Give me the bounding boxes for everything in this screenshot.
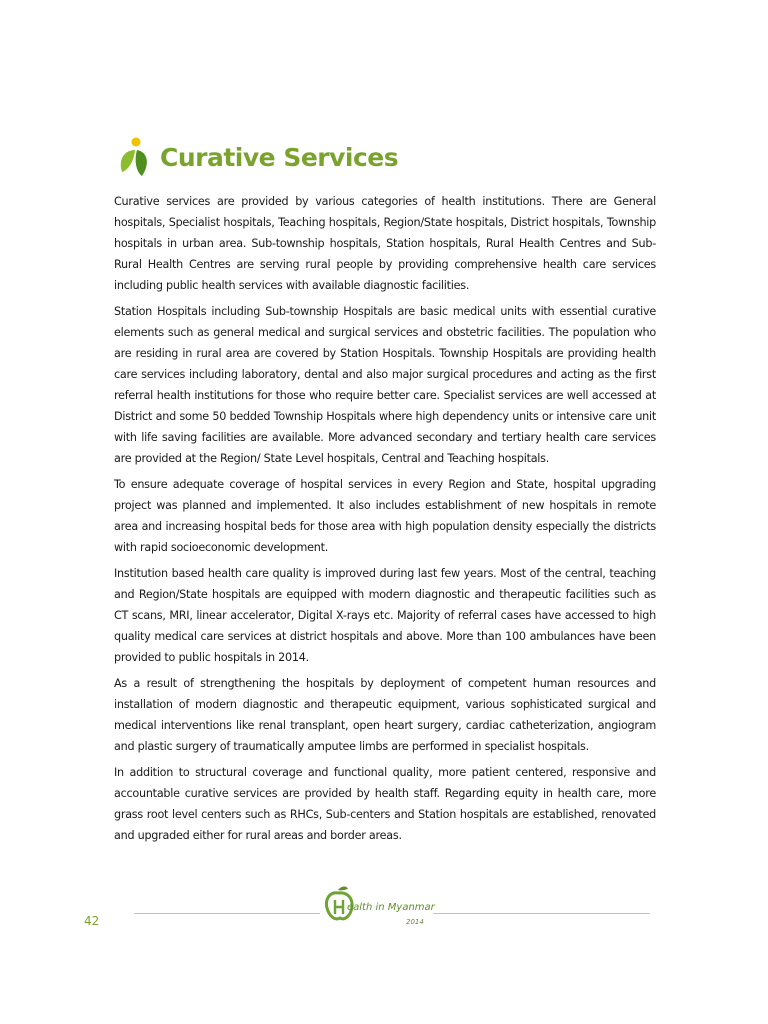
page-title: Curative Services [160, 143, 399, 172]
leaf-person-icon [116, 136, 152, 180]
page-number: 42 [84, 914, 100, 928]
section-heading [116, 136, 398, 180]
paragraph: To ensure adequate coverage of hospital services in every Region and State, hospital upgrading project was planned and implemented. It also includes establishment of new hospitals in remote area and increasing hospital beds for those area with high population density especially the districts with rapid socioeconomic development. [114, 478, 656, 554]
footer-divider-right [433, 913, 650, 914]
page-footer [0, 878, 768, 938]
footer-logo [320, 880, 434, 936]
paragraph: As a result of strengthening the hospitals by deployment of competent human resources and installation of modern diagnostic and therapeutic equipment, various sophisticated surgical and medical interventions like renal transplant, open heart surgery, cardiac catheterization, angiogram and plastic surgery of traumatically amputee limbs are performed in specialist hospitals. [114, 677, 656, 753]
footer-divider-left [134, 913, 320, 914]
paragraph: In addition to structural coverage and functional quality, more patient centered, responsive and accountable curative services are provided by health staff. Regarding equity in health care, more grass root level centers such as RHCs, Sub-centers and Station hospitals are established, renovated and upgraded either for rural areas and border areas. [114, 766, 656, 842]
paragraph: Curative services are provided by various categories of health institutions. There are General hospitals, Specialist hospitals, Teaching hospitals, Region/State hospitals, District hospitals, Township hospitals in urban area. Sub-township hospitals, Station hospitals, Rural Health Centres and Sub-Rural Health Centres are serving rural people by providing comprehensive health care services including public health services with available diagnostic facilities. [114, 195, 656, 292]
logo-year: 2014 [406, 918, 424, 926]
logo-text: ealth in Myanmar [347, 902, 435, 913]
body-text [114, 191, 656, 851]
paragraph: Institution based health care quality is improved during last few years. Most of the central, teaching and Region/State hospitals are equipped with modern diagnostic and therapeutic facilities such as CT scans, MRI, linear accelerator, Digital X-rays etc. Majority of referral cases have accessed to high quality medical care services at district hospitals and above. More than 100 ambulances have been provided to public hospitals in 2014. [114, 567, 656, 664]
paragraph: Station Hospitals including Sub-township Hospitals are basic medical units with essential curative elements such as general medical and surgical services and obstetric facilities. The population who are residing in rural area are covered by Station Hospitals. Township Hospitals are providing health care services including laboratory, dental and also major surgical procedures and acting as the first referral health institutions for those who require better care. Specialist services are well accessed at District and some 50 bedded Township Hospitals where high dependency units or intensive care unit with life saving facilities are available. More advanced secondary and tertiary health care services are provided at the Region/ State Level hospitals, Central and Teaching hospitals. [114, 305, 656, 465]
